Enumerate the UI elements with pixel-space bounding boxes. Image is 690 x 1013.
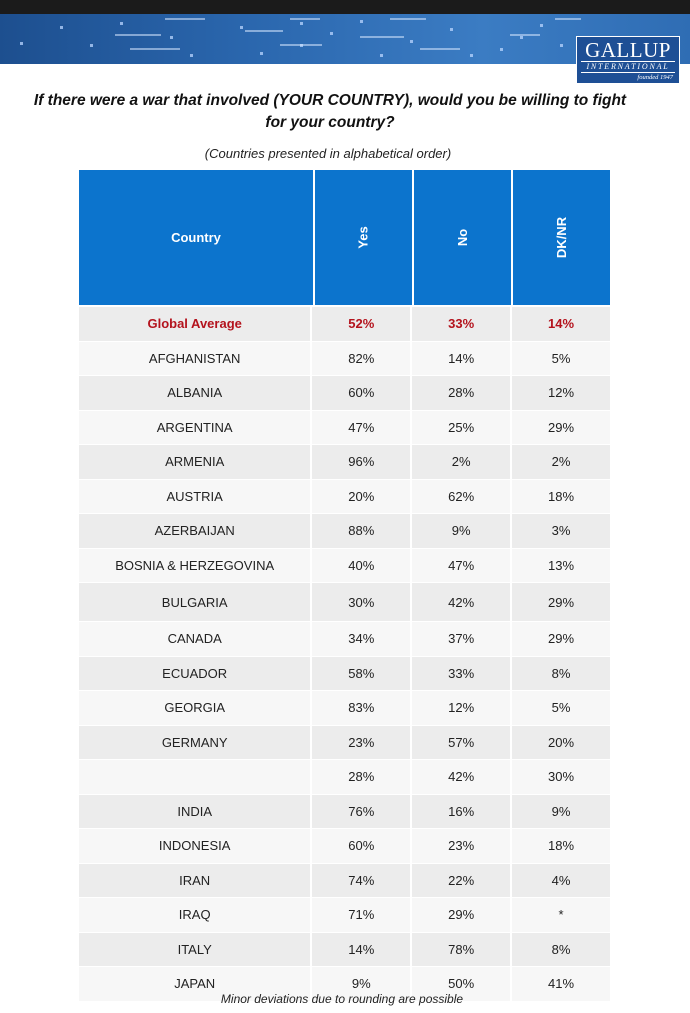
table-row	[79, 829, 610, 864]
dknr-cell: 5%	[510, 691, 610, 725]
table-header	[79, 170, 610, 305]
table-row	[79, 583, 610, 622]
header-yes	[313, 170, 412, 305]
no-cell: 37%	[410, 622, 510, 656]
table-row	[79, 657, 610, 692]
banner-dot	[380, 54, 383, 57]
yes-cell: 83%	[310, 691, 410, 725]
yes-cell: 34%	[310, 622, 410, 656]
yes-cell: 20%	[310, 480, 410, 514]
banner-dot	[540, 24, 543, 27]
header-dknr	[511, 170, 610, 305]
yes-cell: 60%	[310, 829, 410, 863]
no-cell: 78%	[410, 933, 510, 967]
no-cell: 9%	[410, 514, 510, 548]
no-cell: 23%	[410, 829, 510, 863]
yes-cell: 9%	[310, 967, 410, 1001]
banner-line	[510, 34, 540, 36]
table-row	[79, 622, 610, 657]
no-cell: 22%	[410, 864, 510, 898]
country-cell: GEORGIA	[164, 700, 226, 716]
header-yes-label: Yes	[355, 226, 371, 249]
dknr-cell: 41%	[510, 967, 610, 1001]
country-cell: JAPAN	[174, 976, 216, 992]
banner-dot	[120, 22, 123, 25]
table-body	[79, 307, 610, 1002]
country-cell: BULGARIA	[161, 594, 228, 610]
table-row	[79, 691, 610, 726]
yes-cell: 58%	[310, 657, 410, 691]
header-no-label: No	[455, 228, 470, 247]
banner-line	[280, 44, 322, 46]
dknr-cell: 8%	[510, 657, 610, 691]
banner-line	[420, 48, 460, 50]
top-bar	[0, 0, 690, 14]
no-cell: 12%	[410, 691, 510, 725]
dknr-cell: 9%	[510, 795, 610, 829]
footer-note: Minor deviations due to rounding are possible	[220, 992, 464, 1006]
yes-cell: 82%	[310, 342, 410, 376]
table-row	[79, 898, 610, 933]
dknr-cell: 18%	[510, 829, 610, 863]
yes-cell: 40%	[310, 549, 410, 583]
banner-dot	[410, 40, 413, 43]
yes-cell: 60%	[310, 376, 410, 410]
table-row	[79, 342, 610, 377]
banner-line	[130, 48, 180, 50]
country-cell: AFGHANISTAN	[148, 350, 241, 366]
country-cell: IRAN	[179, 872, 211, 888]
country-cell: INDIA	[177, 803, 213, 819]
dknr-cell: 12%	[510, 376, 610, 410]
dknr-cell: 29%	[510, 583, 610, 621]
dknr-cell: 29%	[510, 411, 610, 445]
banner-dot	[360, 20, 363, 23]
dknr-cell: *	[510, 898, 610, 932]
header-country-label: Country	[171, 230, 221, 245]
no-cell: 25%	[410, 411, 510, 445]
no-cell: 16%	[410, 795, 510, 829]
table-row	[79, 480, 610, 515]
banner-dot	[90, 44, 93, 47]
banner-dot	[190, 54, 193, 57]
dknr-cell: 18%	[510, 480, 610, 514]
banner-dot	[450, 28, 453, 31]
banner-line	[245, 30, 283, 32]
banner-dot	[240, 26, 243, 29]
banner-line	[165, 18, 205, 20]
no-cell: 29%	[410, 898, 510, 932]
header-country	[79, 170, 313, 305]
logo-founded: founded 1947	[637, 74, 673, 81]
country-cell: ARMENIA	[165, 454, 225, 470]
country-cell: ARGENTINA	[156, 419, 233, 435]
banner-dot	[20, 42, 23, 45]
yes-cell: 76%	[310, 795, 410, 829]
banner-line	[360, 36, 404, 38]
banner-dot	[60, 26, 63, 29]
yes-cell: 52%	[310, 307, 410, 341]
yes-cell: 14%	[310, 933, 410, 967]
banner-dot	[560, 44, 563, 47]
yes-cell: 88%	[310, 514, 410, 548]
country-cell: BOSNIA & HERZEGOVINA	[115, 557, 275, 573]
yes-cell: 47%	[310, 411, 410, 445]
logo-name: GALLUP	[585, 38, 671, 62]
country-cell: CANADA	[167, 631, 222, 647]
country-cell: ECUADOR	[162, 665, 228, 681]
header-dknr-label: DK/NR	[553, 216, 569, 259]
survey-question: If there were a war that involved (YOUR COUNTRY), would you be willing to fight for your country?	[33, 92, 627, 131]
logo-subtitle: INTERNATIONAL	[581, 61, 675, 73]
dknr-cell: 4%	[510, 864, 610, 898]
table-row	[79, 726, 610, 761]
banner-line	[115, 34, 161, 36]
gallup-logo	[576, 36, 680, 84]
yes-cell: 28%	[310, 760, 410, 794]
table-row	[79, 445, 610, 480]
global-average-row	[79, 307, 610, 342]
yes-cell: 96%	[310, 445, 410, 479]
banner-dot	[500, 48, 503, 51]
no-cell: 33%	[410, 657, 510, 691]
country-cell: ITALY	[177, 941, 212, 957]
table-row	[79, 933, 610, 968]
banner-dot	[260, 52, 263, 55]
banner-line	[555, 18, 581, 20]
table-row	[79, 864, 610, 899]
no-cell: 42%	[410, 583, 510, 621]
country-cell: AUSTRIA	[166, 488, 223, 504]
dknr-cell: 3%	[510, 514, 610, 548]
banner-line	[290, 18, 320, 20]
no-cell: 2%	[410, 445, 510, 479]
banner-dot	[470, 54, 473, 57]
country-cell: AZERBAIJAN	[154, 523, 235, 539]
no-cell: 50%	[410, 967, 510, 1001]
table-row	[79, 795, 610, 830]
banner-dot	[300, 22, 303, 25]
dknr-cell: 20%	[510, 726, 610, 760]
yes-cell: 23%	[310, 726, 410, 760]
header-no	[412, 170, 511, 305]
dknr-cell: 30%	[510, 760, 610, 794]
dknr-cell: 8%	[510, 933, 610, 967]
dknr-cell: 5%	[510, 342, 610, 376]
no-cell: 47%	[410, 549, 510, 583]
no-cell: 14%	[410, 342, 510, 376]
dknr-cell: 14%	[510, 307, 610, 341]
banner-dot	[330, 32, 333, 35]
no-cell: 28%	[410, 376, 510, 410]
country-cell: IRAQ	[178, 907, 211, 923]
banner-dot	[170, 36, 173, 39]
yes-cell: 74%	[310, 864, 410, 898]
country-cell: Global Average	[147, 316, 242, 332]
country-cell: INDONESIA	[158, 838, 231, 854]
yes-cell: 30%	[310, 583, 410, 621]
table-row	[79, 760, 610, 795]
no-cell: 62%	[410, 480, 510, 514]
table-row	[79, 514, 610, 549]
table-row	[79, 411, 610, 446]
country-cell: GERMANY	[161, 734, 228, 750]
dknr-cell: 13%	[510, 549, 610, 583]
country-cell: ALBANIA	[167, 385, 223, 401]
no-cell: 57%	[410, 726, 510, 760]
dknr-cell: 2%	[510, 445, 610, 479]
table-row	[79, 549, 610, 584]
dknr-cell: 29%	[510, 622, 610, 656]
table-row	[79, 376, 610, 411]
order-note: (Countries presented in alphabetical order)	[204, 146, 452, 161]
banner-line	[390, 18, 426, 20]
no-cell: 42%	[410, 760, 510, 794]
banner-dot	[520, 36, 523, 39]
yes-cell: 71%	[310, 898, 410, 932]
no-cell: 33%	[410, 307, 510, 341]
